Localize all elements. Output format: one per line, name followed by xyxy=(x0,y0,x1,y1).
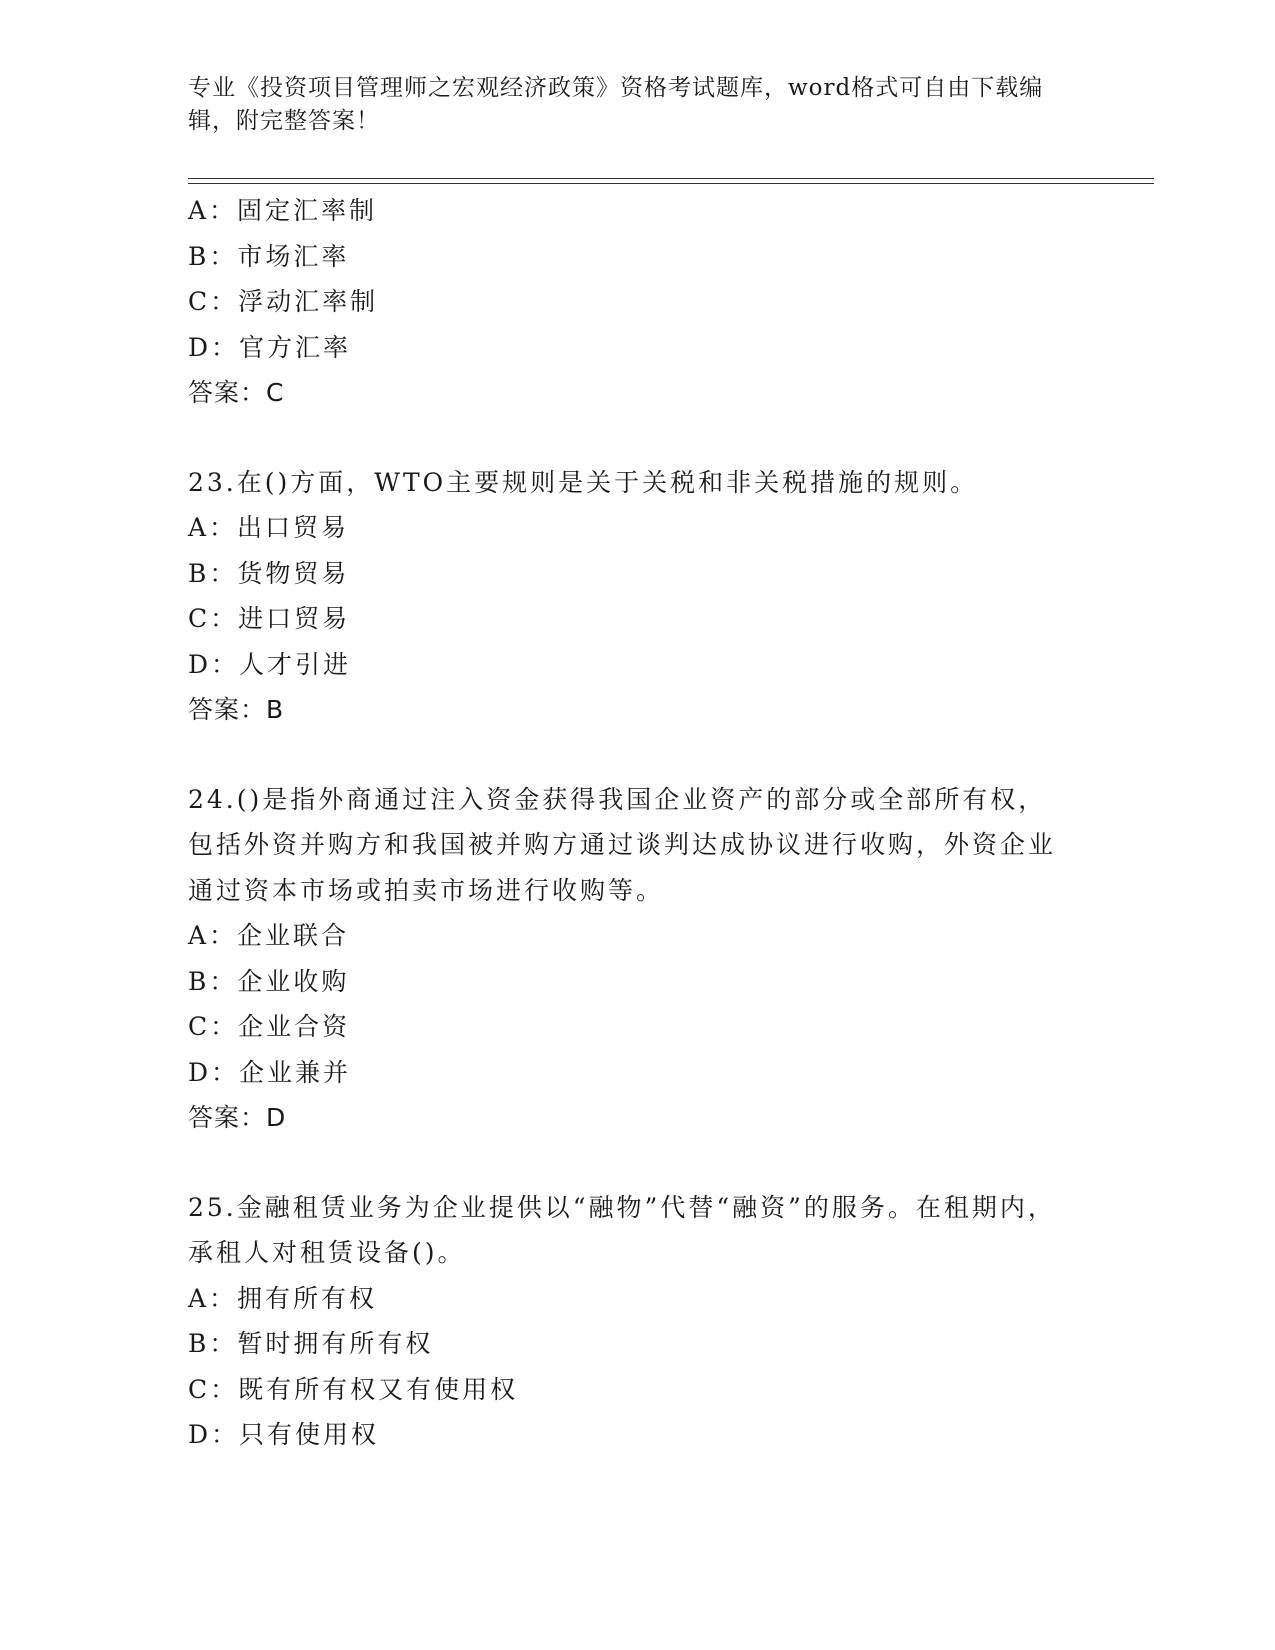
answer: 答案：D xyxy=(188,1103,287,1132)
answer: 答案：C xyxy=(188,378,285,407)
question-list xyxy=(188,188,1088,1458)
option-b: B：市场汇率 xyxy=(188,241,350,271)
question-23 xyxy=(188,460,1088,733)
option-c: C：企业合资 xyxy=(188,1012,351,1041)
option-b: B：暂时拥有所有权 xyxy=(188,1329,434,1358)
option-c: C：既有所有权又有使用权 xyxy=(188,1374,519,1404)
option-d: D：只有使用权 xyxy=(188,1420,380,1449)
spacer xyxy=(188,1141,1088,1185)
option-b: B：企业收购 xyxy=(188,966,350,996)
option-b: B：货物贸易 xyxy=(188,558,350,588)
header-rule-bottom xyxy=(188,183,1154,184)
question-stem: 23.在()方面，WTO主要规则是关于关税和非关税措施的规则。 xyxy=(188,467,979,497)
option-d: D：人才引进 xyxy=(188,649,352,679)
question-25 xyxy=(188,1185,1088,1458)
option-a: A：拥有所有权 xyxy=(188,1283,378,1313)
question-stem: 24.()是指外商通过注入资金获得我国企业资产的部分或全部所有权，包括外资并购方和我国被并购方通过谈判达成协议进行收购，外资企业通过资本市场或拍卖市场进行收购等。 xyxy=(188,784,1057,905)
option-a: A：出口贸易 xyxy=(188,513,350,542)
option-d: D：企业兼并 xyxy=(188,1057,352,1087)
spacer xyxy=(188,416,1088,460)
question-22-continued xyxy=(188,188,1088,416)
option-d: D：官方汇率 xyxy=(188,332,352,362)
header-rule-top xyxy=(188,178,1154,179)
option-c: C：浮动汇率制 xyxy=(188,287,379,316)
option-a: A：企业联合 xyxy=(188,921,350,950)
answer: 答案：B xyxy=(188,695,285,724)
question-24 xyxy=(188,777,1088,1141)
option-a: A：固定汇率制 xyxy=(188,196,378,225)
spacer xyxy=(188,733,1088,777)
document-header: 专业《投资项目管理师之宏观经济政策》资格考试题库，word格式可自由下载编辑，附完整答案！ xyxy=(188,75,1044,134)
option-c: C：进口贸易 xyxy=(188,604,351,633)
question-stem: 25.金融租赁业务为企业提供以“融物”代替“融资”的服务。在租期内，承租人对租赁设备()。 xyxy=(188,1192,1056,1267)
